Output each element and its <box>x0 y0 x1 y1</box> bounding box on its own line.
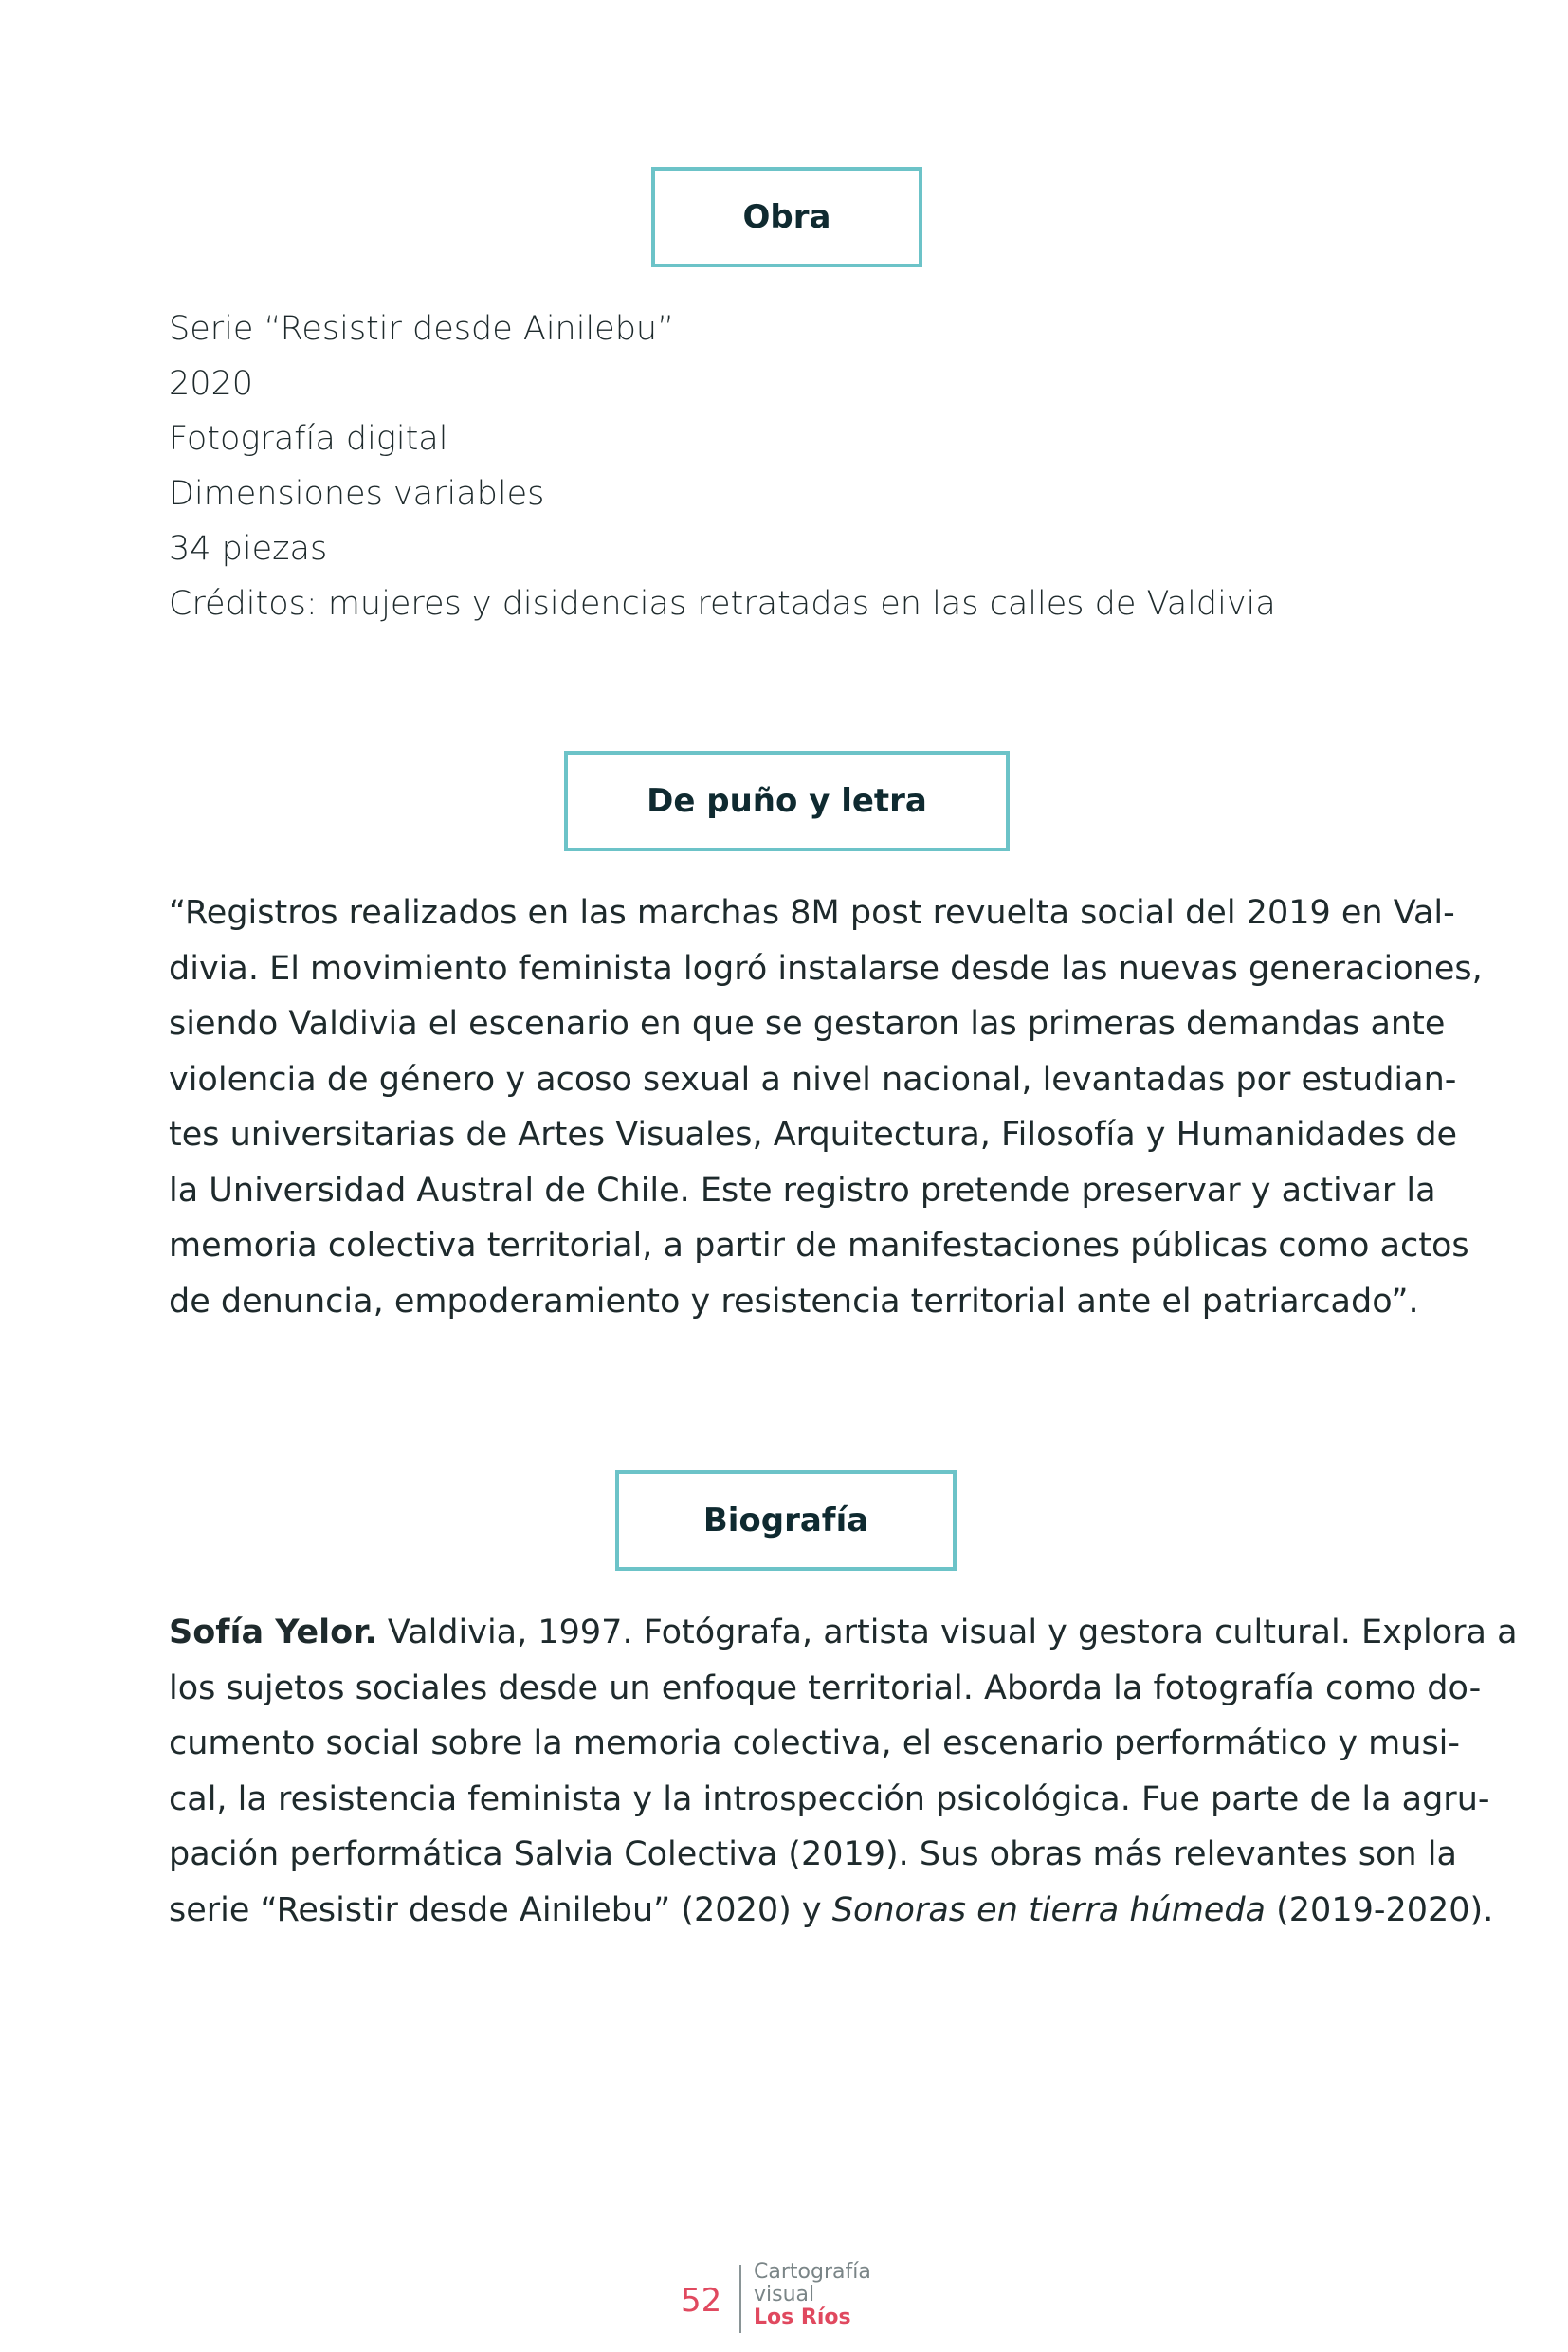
bio-last-after: (2019-2020). <box>1266 1890 1494 1929</box>
statement-line: memoria colectiva territorial, a partir de manifestaciones públicas como actos <box>169 1227 1469 1265</box>
bio-last-before: serie “Resistir desde Ainilebu” (2020) y <box>169 1890 832 1929</box>
bio-line: cal, la resistencia feminista y la introspección psicológica. Fue parte de la agru- <box>169 1779 1490 1818</box>
bio-line: cumento social sobre la memoria colectiva, el escenario performático y musi- <box>169 1724 1461 1762</box>
artist-statement <box>169 885 1483 1329</box>
statement-line: violencia de género y acoso sexual a nivel nacional, levantadas por estudian- <box>169 1060 1457 1099</box>
statement-line: divia. El movimiento feminista logró instalarse desde las nuevas generaciones, <box>169 949 1483 988</box>
bio-work-title: Sonoras en tierra húmeda <box>831 1890 1266 1929</box>
section-title-obra-label: Obra <box>742 198 831 236</box>
section-title-puno-label: De puño y letra <box>647 782 927 820</box>
obra-credits: Créditos: mujeres y disidencias retratadas en las calles de Valdivia <box>169 585 1276 623</box>
obra-dimensions: Dimensiones variables <box>169 475 545 513</box>
bio-line: pación performática Salvia Colectiva (2019). Sus obras más relevantes son la <box>169 1835 1457 1873</box>
obra-series: Serie “Resistir desde Ainilebu” <box>169 310 675 348</box>
statement-line: siendo Valdivia el escenario en que se gestaron las primeras demandas ante <box>169 1005 1446 1043</box>
bio-artist-name: Sofía Yelor. <box>169 1614 377 1651</box>
obra-year: 2020 <box>169 365 254 403</box>
statement-line: la Universidad Austral de Chile. Este registro pretende preservar y activar la <box>169 1171 1436 1210</box>
section-title-puno <box>564 751 1010 851</box>
page-footer <box>0 2261 1568 2333</box>
statement-line: tes universitarias de Artes Visuales, Arquitectura, Filosofía y Humanidades de <box>169 1116 1458 1154</box>
section-title-biografia-label: Biografía <box>702 1502 869 1540</box>
bio-line <box>169 1605 1518 1661</box>
footer-publication-line3: Los Ríos <box>754 2306 851 2329</box>
page-number: 52 <box>681 2282 722 2320</box>
obra-medium: Fotografía digital <box>169 420 448 458</box>
footer-divider <box>739 2265 741 2333</box>
section-title-obra <box>651 167 922 267</box>
biography <box>169 1605 1518 1938</box>
footer-publication-line2: visual <box>754 2283 815 2306</box>
statement-line: de denuncia, empoderamiento y resistencia territorial ante el patriarcado”. <box>169 1282 1419 1321</box>
obra-pieces: 34 piezas <box>169 530 328 568</box>
bio-line <box>169 1883 1494 1939</box>
bio-line: los sujetos sociales desde un enfoque territorial. Aborda la fotografía como do- <box>169 1668 1482 1707</box>
section-title-biografia <box>615 1470 957 1571</box>
bio-line1-text: Valdivia, 1997. Fotógrafa, artista visual y gestora cultural. Explora a <box>376 1614 1518 1651</box>
statement-line: “Registros realizados en las marchas 8M post revuelta social del 2019 en Val- <box>169 894 1455 932</box>
footer-publication-line1: Cartografía <box>754 2260 871 2284</box>
